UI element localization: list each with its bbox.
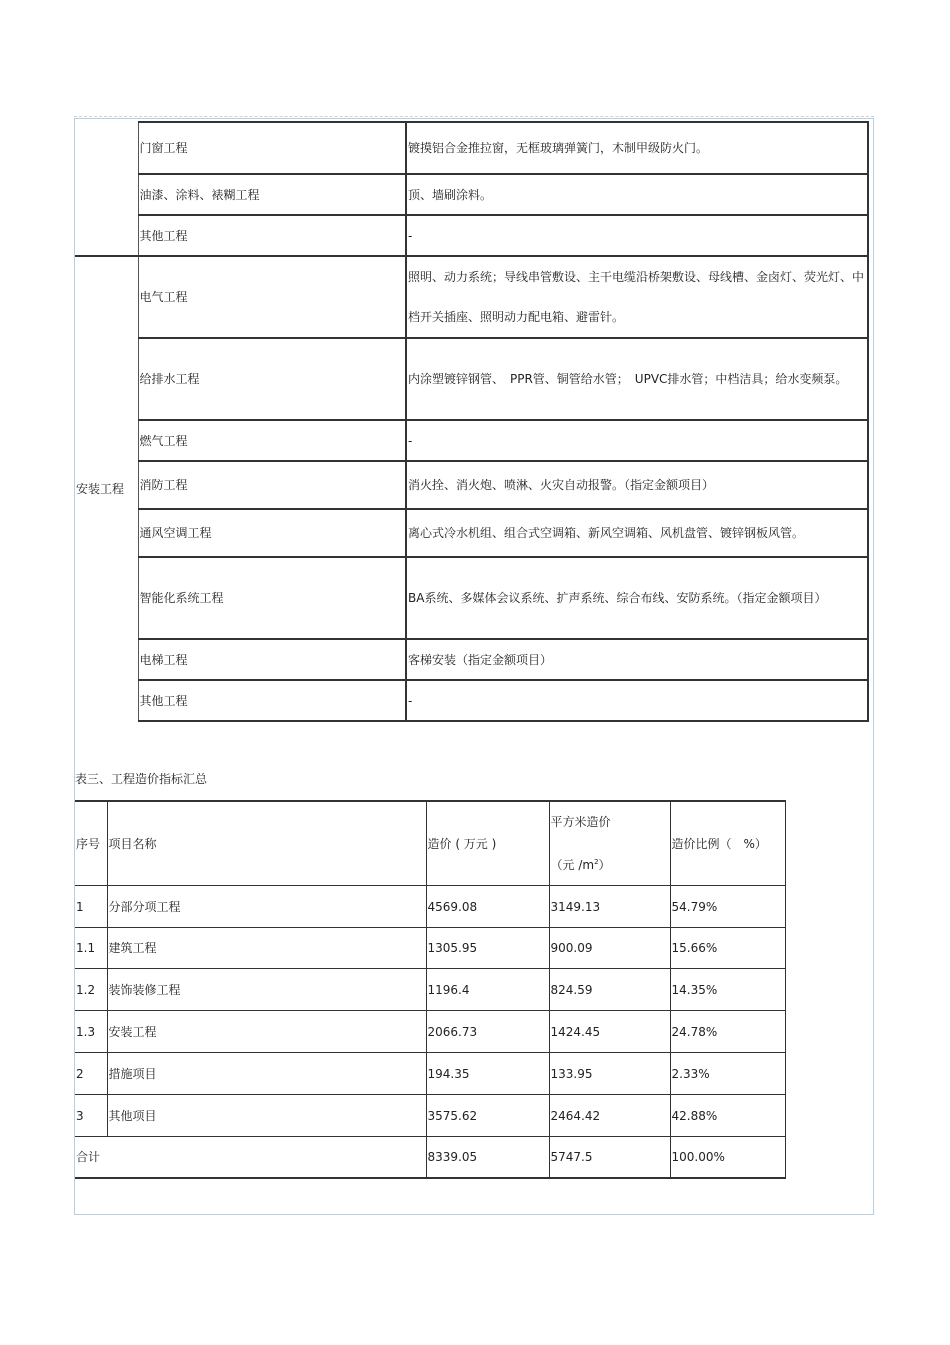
item-name: 智能化系统工程	[138, 557, 406, 639]
total-label: 合计	[75, 1137, 426, 1178]
item-name: 其他工程	[138, 215, 406, 256]
cell-ratio: 15.66%	[670, 928, 785, 969]
cell-cost: 1196.4	[426, 969, 549, 1011]
cell-unit-cost: 133.95	[549, 1053, 670, 1095]
cell-ratio: 42.88%	[670, 1095, 785, 1137]
cell-unit-cost: 3149.13	[549, 886, 670, 928]
cell-name: 建筑工程	[107, 928, 426, 969]
item-name: 油漆、涂料、裱糊工程	[138, 174, 406, 215]
category-cell-decoration	[75, 122, 138, 256]
table-row	[75, 928, 785, 969]
table-row	[75, 1095, 785, 1137]
cell-cost: 2066.73	[426, 1011, 549, 1053]
cell-cost: 1305.95	[426, 928, 549, 969]
item-description: -	[406, 680, 868, 721]
item-name: 电梯工程	[138, 639, 406, 680]
table-row	[75, 886, 785, 928]
table-row	[75, 1011, 785, 1053]
cell-seq: 1.1	[75, 928, 107, 969]
table-row	[75, 174, 868, 215]
total-cost: 8339.05	[426, 1137, 549, 1178]
item-name: 电气工程	[138, 256, 406, 338]
construction-scope-table	[75, 121, 869, 722]
cell-cost: 3575.62	[426, 1095, 549, 1137]
table-row	[75, 509, 868, 557]
cell-ratio: 14.35%	[670, 969, 785, 1011]
item-name: 其他工程	[138, 680, 406, 721]
cell-ratio: 24.78%	[670, 1011, 785, 1053]
table-row	[75, 122, 868, 174]
cell-name: 安装工程	[107, 1011, 426, 1053]
item-description: -	[406, 215, 868, 256]
table-title: 表三、工程造价指标汇总	[75, 772, 208, 786]
header-seq: 序号	[75, 801, 107, 886]
item-description: 客梯安装（指定金额项目）	[406, 639, 868, 680]
table-row	[75, 1053, 785, 1095]
cost-index-summary-table	[75, 800, 786, 1179]
item-description: 内涂塑镀锌钢管、 PPR管、铜管给水管； UPVC排水管；中档洁具；给水变频泵。	[406, 338, 868, 420]
total-unit-cost: 5747.5	[549, 1137, 670, 1178]
cell-name: 装饰装修工程	[107, 969, 426, 1011]
item-name: 燃气工程	[138, 420, 406, 461]
category-label: 安装工程	[75, 256, 138, 721]
table-row	[75, 338, 868, 420]
table-header-row	[75, 801, 785, 886]
cell-seq: 1.2	[75, 969, 107, 1011]
table-row	[75, 215, 868, 256]
item-description: 消火拴、消火炮、喷淋、火灾自动报警。（指定金额项目）	[406, 461, 868, 509]
cell-cost: 4569.08	[426, 886, 549, 928]
cell-ratio: 54.79%	[670, 886, 785, 928]
table-row	[75, 557, 868, 639]
unit-text: （元 /m	[550, 858, 595, 872]
cell-seq: 1	[75, 886, 107, 928]
table-row	[75, 639, 868, 680]
page-top-divider	[74, 116, 874, 117]
table-row	[75, 461, 868, 509]
cell-unit-cost: 1424.45	[549, 1011, 670, 1053]
cell-seq: 3	[75, 1095, 107, 1137]
item-name: 消防工程	[138, 461, 406, 509]
unit-close: ）	[598, 858, 611, 872]
total-ratio: 100.00%	[670, 1137, 785, 1178]
table-row	[75, 680, 868, 721]
cell-unit-cost: 900.09	[549, 928, 670, 969]
item-name: 通风空调工程	[138, 509, 406, 557]
cell-name: 分部分项工程	[107, 886, 426, 928]
item-description: 离心式冷水机组、组合式空调箱、新风空调箱、风机盘管、镀锌钢板风管。	[406, 509, 868, 557]
header-ratio: 造价比例（ %）	[670, 801, 785, 886]
header-cost: 造价 ( 万元 )	[426, 801, 549, 886]
item-description: 顶、墙刷涂料。	[406, 174, 868, 215]
header-name: 项目名称	[107, 801, 426, 886]
cell-unit-cost: 824.59	[549, 969, 670, 1011]
header-unit-cost-line1: 平方米造价	[550, 815, 611, 829]
cell-seq: 1.3	[75, 1011, 107, 1053]
item-name: 给排水工程	[138, 338, 406, 420]
cell-ratio: 2.33%	[670, 1053, 785, 1095]
item-description: 照明、动力系统；导线串管敷设、主干电缆沿桥架敷设、母线槽、金卤灯、荧光灯、中档开关插座、照明动力配电箱、避雷针。	[406, 256, 868, 338]
header-unit-cost-line2	[551, 842, 670, 885]
table-row	[75, 969, 785, 1011]
cell-unit-cost: 2464.42	[549, 1095, 670, 1137]
cell-cost: 194.35	[426, 1053, 549, 1095]
table-row	[75, 420, 868, 461]
table-total-row	[75, 1137, 785, 1178]
item-description: 镀摸铝合金推拉窗，无框玻璃弹簧门，木制甲级防火门。	[406, 122, 868, 174]
unit-superscript: 2	[594, 858, 599, 866]
item-description: BA系统、多媒体会议系统、扩声系统、综合布线、安防系统。（指定金额项目）	[406, 557, 868, 639]
item-description: -	[406, 420, 868, 461]
cell-name: 措施项目	[107, 1053, 426, 1095]
table-row	[75, 256, 868, 338]
cell-seq: 2	[75, 1053, 107, 1095]
item-name: 门窗工程	[138, 122, 406, 174]
cell-name: 其他项目	[107, 1095, 426, 1137]
header-unit-cost	[549, 801, 670, 886]
